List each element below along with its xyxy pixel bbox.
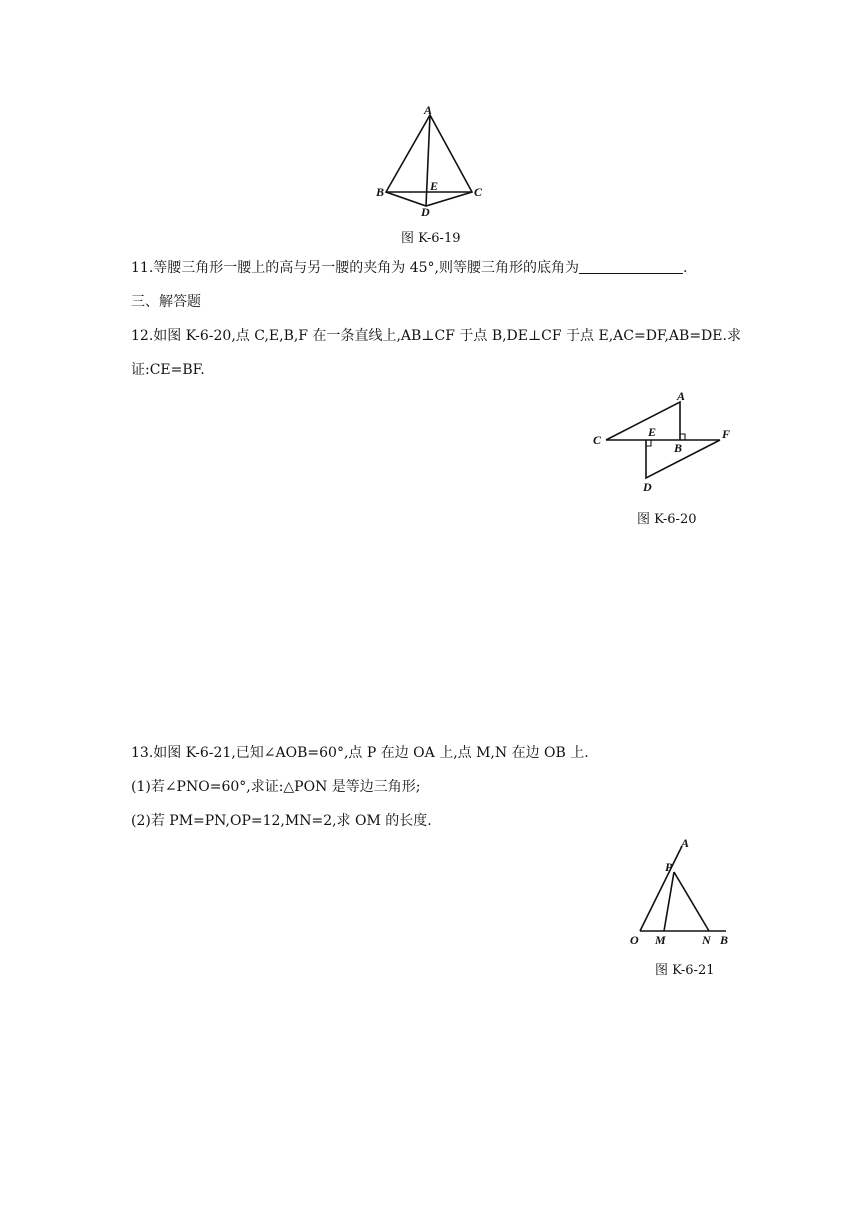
fig21-label-m: M (655, 933, 666, 947)
question-12-line1: 12.如图 K-6-20,点 C,E,B,F 在一条直线上,AB⊥CF 于点 B,DE⊥CF 于点 E,AC=DF,AB=DE.求 (131, 328, 741, 344)
question-13-part1: (1)若∠PNO=60°,求证:△PON 是等边三角形; (131, 779, 421, 795)
fig20-label-b: B (674, 441, 683, 455)
fig19-label-e: E (430, 179, 439, 193)
question-12-line2: 证:CE=BF. (131, 362, 205, 378)
answer-blank (579, 259, 683, 274)
question-13-line1: 13.如图 K-6-21,已知∠AOB=60°,点 P 在边 OA 上,点 M,N 在边 OB 上. (131, 745, 589, 761)
fig21-caption: 图 K-6-21 (655, 963, 715, 978)
fig21-ray-oa (640, 846, 682, 931)
fig19-label-b: B (376, 185, 385, 199)
fig20-label-a: A (677, 389, 686, 403)
fig21-label-a: A (681, 836, 690, 850)
fig19-label-c: C (474, 185, 483, 199)
fig19-label-d: D (421, 205, 430, 219)
fig21-line-pn (674, 872, 709, 931)
fig21-label-b: B (720, 933, 729, 947)
fig20-label-f: F (722, 427, 731, 441)
figure-k-6-20 (588, 386, 738, 496)
fig20-label-c: C (593, 433, 602, 447)
fig21-label-p: P (665, 860, 673, 874)
figure-k-6-19 (370, 104, 490, 219)
question-11 (131, 258, 687, 278)
fig19-caption: 图 K-6-19 (401, 231, 461, 246)
fig20-label-e: E (648, 425, 657, 439)
fig20-caption: 图 K-6-20 (637, 512, 697, 527)
section-heading: 三、解答题 (131, 294, 201, 310)
question-13-part2: (2)若 PM=PN,OP=12,MN=2,求 OM 的长度. (131, 813, 432, 829)
fig19-label-a: A (424, 104, 433, 117)
q11-text: 11.等腰三角形一腰上的高与另一腰的夹角为 45°,则等腰三角形的底角为 (131, 260, 579, 276)
fig20-triangle-abc (606, 402, 680, 440)
fig21-label-o: O (630, 933, 639, 947)
figure-k-6-21 (624, 834, 744, 950)
q11-end: . (682, 260, 688, 276)
fig20-triangle-def (646, 440, 720, 478)
fig20-label-d: D (643, 480, 652, 494)
fig21-label-n: N (702, 933, 711, 947)
